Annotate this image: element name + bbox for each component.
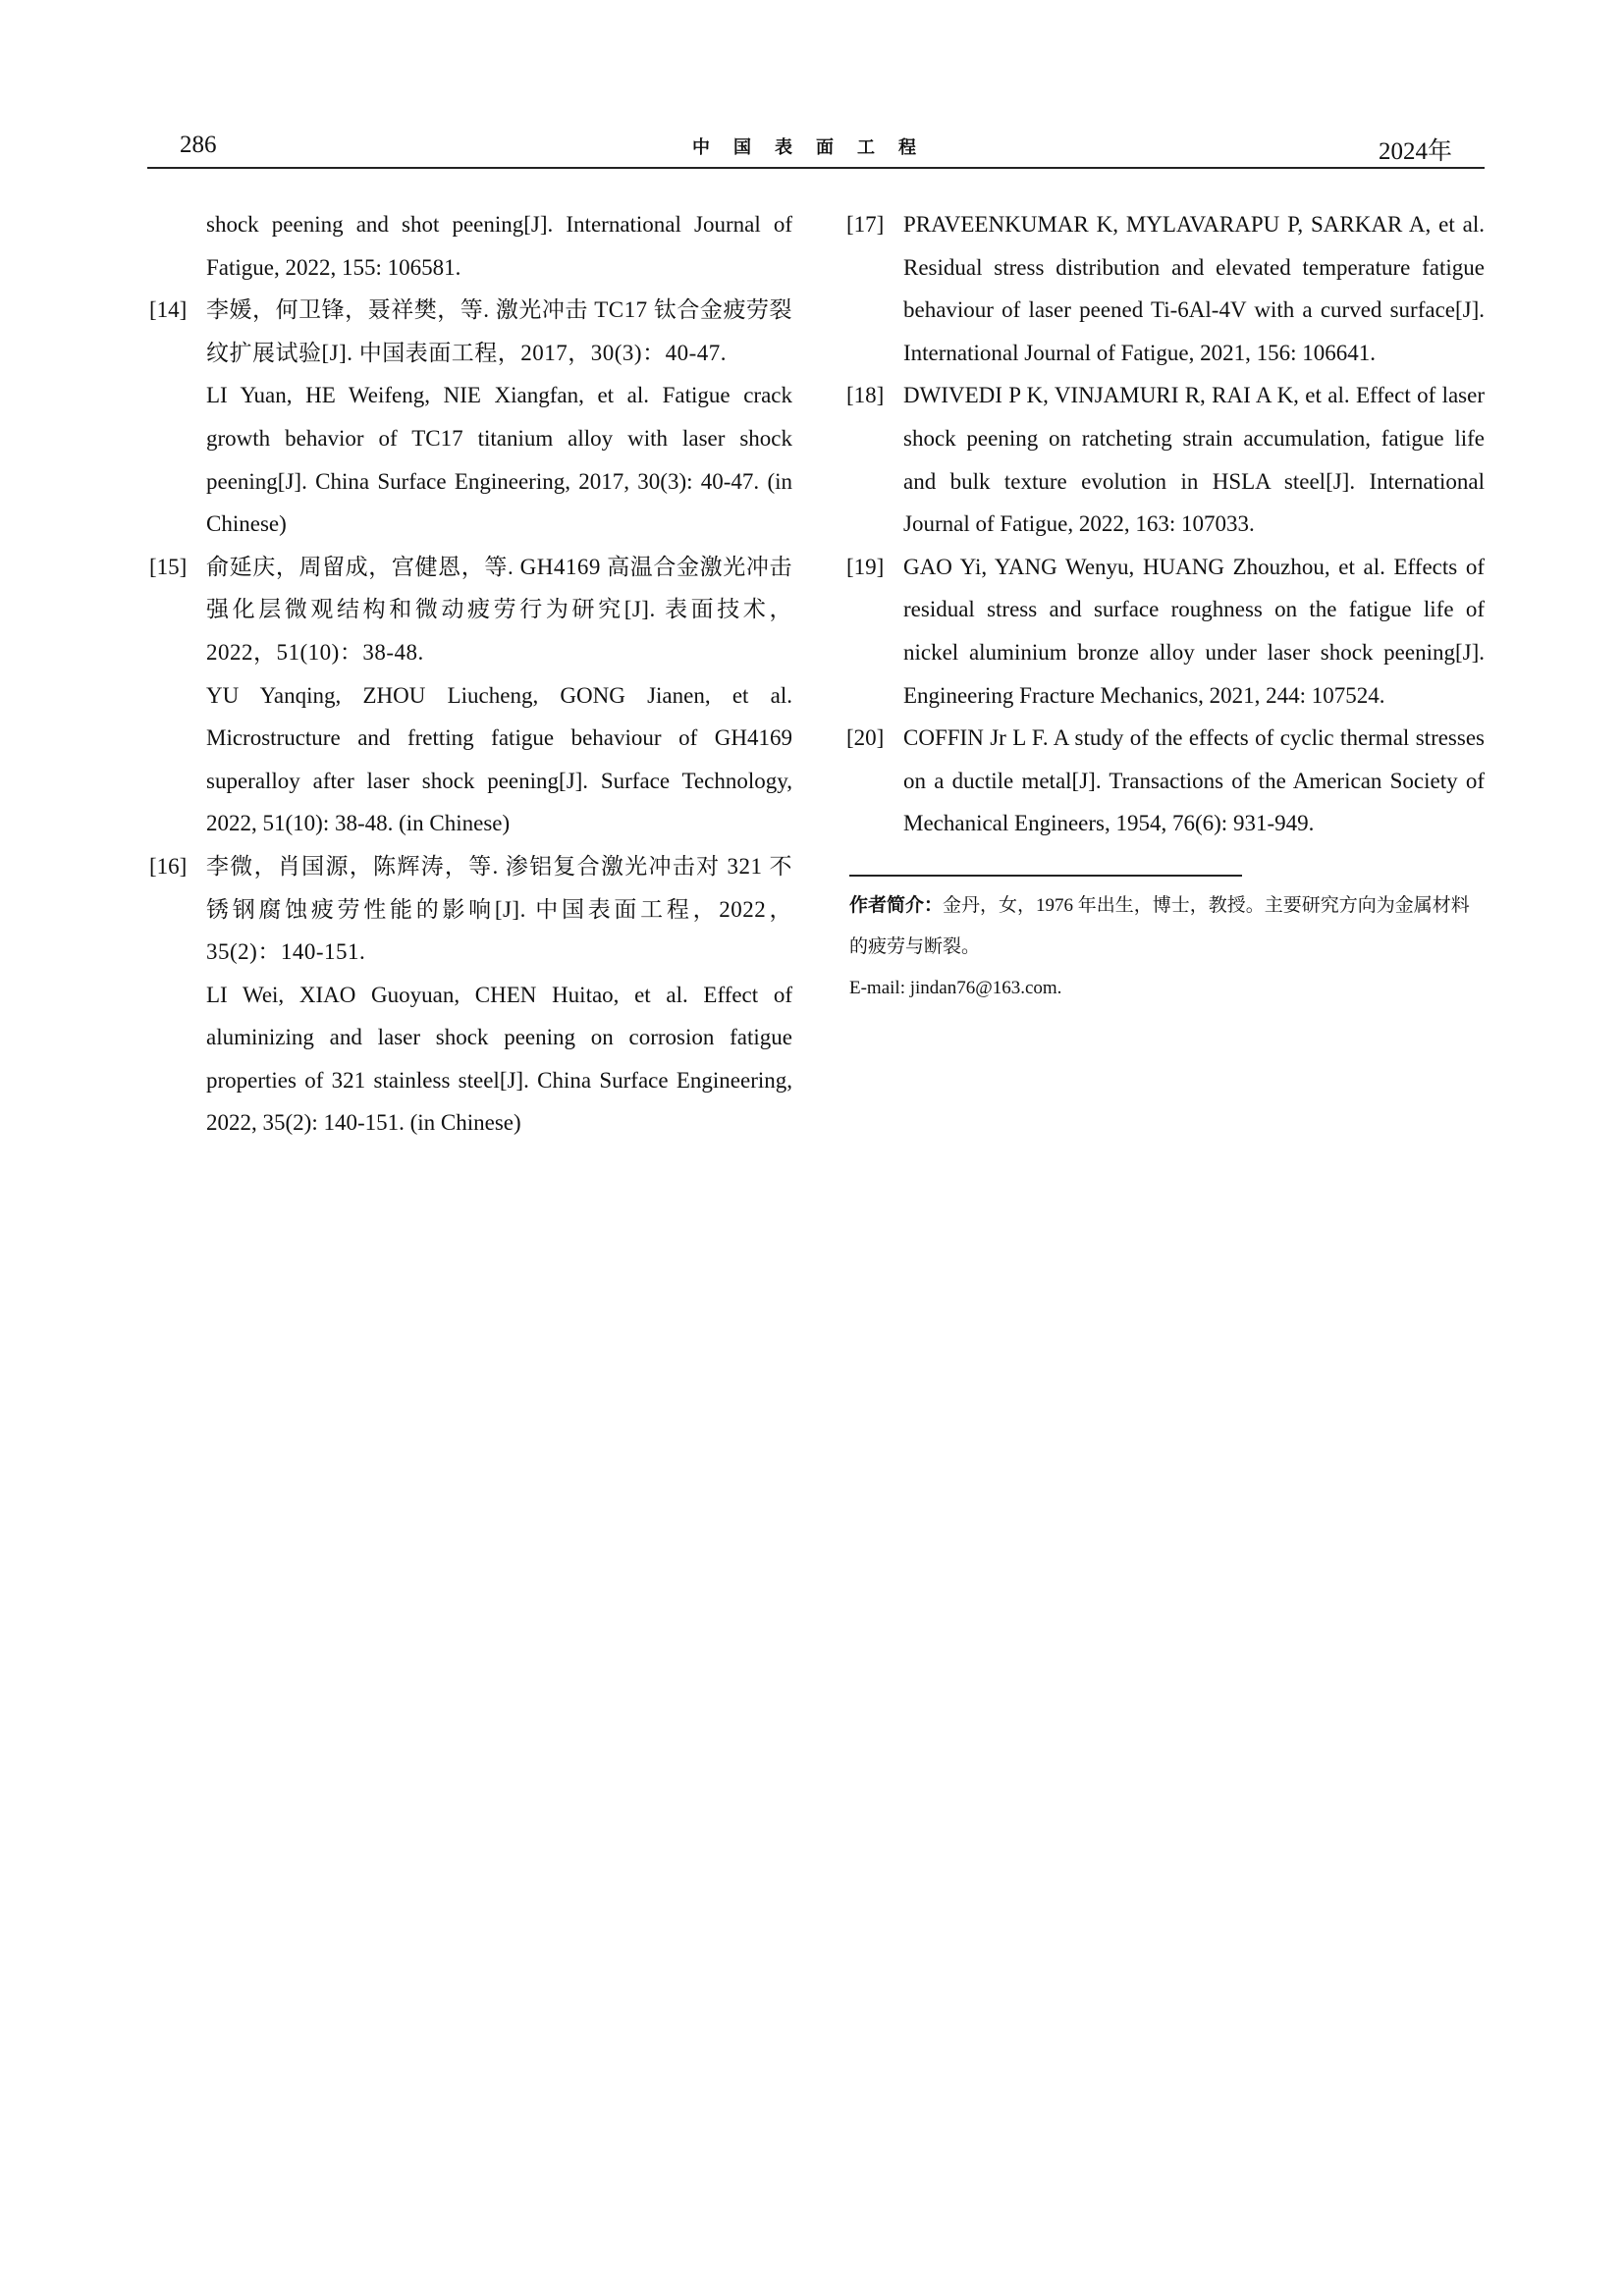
reference-15 (149, 546, 792, 845)
reference-en-text: GAO Yi, YANG Wenyu, HUANG Zhouzhou, et al. Effects of residual stress and surface roughness on the fatigue life of nickel aluminium bronze alloy under laser shock peening[J]. Engineering Fracture Mechanics, 2021, 244: 107524. (903, 554, 1485, 708)
reference-16 (149, 845, 792, 1145)
right-column (846, 203, 1485, 1009)
reference-en-text: LI Yuan, HE Weifeng, NIE Xiangfan, et al. Fatigue crack growth behavior of TC17 titanium alloy with laser shock peening[J]. China Surface Engineering, 2017, 30(3): 40-47. (in Chinese) (206, 383, 792, 537)
reference-19 (846, 546, 1485, 717)
reference-en-text: PRAVEENKUMAR K, MYLAVARAPU P, SARKAR A, et al. Residual stress distribution and elevated temperature fatigue behaviour of laser peened Ti-6Al-4V with a curved surface[J]. International Journal of Fatigue, 2021, 156: 106641. (903, 212, 1485, 365)
reference-en-text: DWIVEDI P K, VINJAMURI R, RAI A K, et al. Effect of laser shock peening on ratcheting strain accumulation, fatigue life and bulk texture evolution in HSLA steel[J]. International Journal of Fatigue, 2022, 163: 107033. (903, 383, 1485, 537)
author-label: 作者简介： (849, 893, 944, 916)
reference-cn-text: 俞延庆，周留成，宫健恩，等. GH4169 高温合金激光冲击强化层微观结构和微动疲劳行为研究[J]. 表面技术，2022，51(10)：38-48. (206, 554, 792, 665)
reference-number: [14] (149, 297, 188, 323)
journal-title: 中国表面工程 (692, 137, 940, 158)
author-info (846, 884, 1485, 1009)
page-header (147, 122, 1485, 169)
reference-18 (846, 374, 1485, 545)
reference-number: [19] (846, 554, 885, 579)
left-column (149, 203, 792, 1145)
reference-17 (846, 203, 1485, 374)
reference-number: [16] (149, 853, 188, 879)
reference-cn-text: 李微，肖国源，陈辉涛，等. 渗铝复合激光冲击对 321 不锈钢腐蚀疲劳性能的影响[J]. 中国表面工程，2022，35(2)：140-151. (206, 853, 792, 965)
reference-number: [17] (846, 212, 885, 237)
footnote-divider (849, 875, 1242, 877)
author-email: E-mail: jindan76@163.com. (849, 977, 1062, 998)
reference-en-text: YU Yanqing, ZHOU Liucheng, GONG Jianen, et al. Microstructure and fretting fatigue behaviour of GH4169 superalloy after laser shock peening[J]. Surface Technology, 2022, 51(10): 38-48. (in Chinese) (206, 682, 792, 836)
reference-14 (149, 289, 792, 546)
reference-number: [20] (846, 725, 885, 751)
reference-continuation-text: shock peening and shot peening[J]. International Journal of Fatigue, 2022, 155: 106581. (206, 212, 792, 280)
reference-en-text: COFFIN Jr L F. A study of the effects of cyclic thermal stresses on a ductile metal[J]. Transactions of the American Society of Mechanical Engineers, 1954, 76(6): 931-949. (903, 725, 1485, 836)
reference-number: [15] (149, 554, 188, 579)
reference-continuation (149, 203, 792, 289)
page-number: 286 (180, 132, 217, 158)
author-text: 金丹，女，1976 年出生，博士，教授。主要研究方向为金属材料的疲劳与断裂。 (849, 894, 1470, 957)
reference-en-text: LI Wei, XIAO Guoyuan, CHEN Huitao, et al. Effect of aluminizing and laser shock peening on corrosion fatigue properties of 321 stainless steel[J]. China Surface Engineering, 2022, 35(2): 140-151. (in Chinese) (206, 982, 792, 1136)
reference-number: [18] (846, 383, 885, 408)
reference-20 (846, 717, 1485, 845)
author-bio (849, 884, 1485, 968)
reference-cn-text: 李媛，何卫锋，聂祥樊，等. 激光冲击 TC17 钛合金疲劳裂纹扩展试验[J]. 中国表面工程，2017，30(3)：40-47. (206, 297, 792, 365)
issue-year: 2024年 (1378, 138, 1452, 165)
